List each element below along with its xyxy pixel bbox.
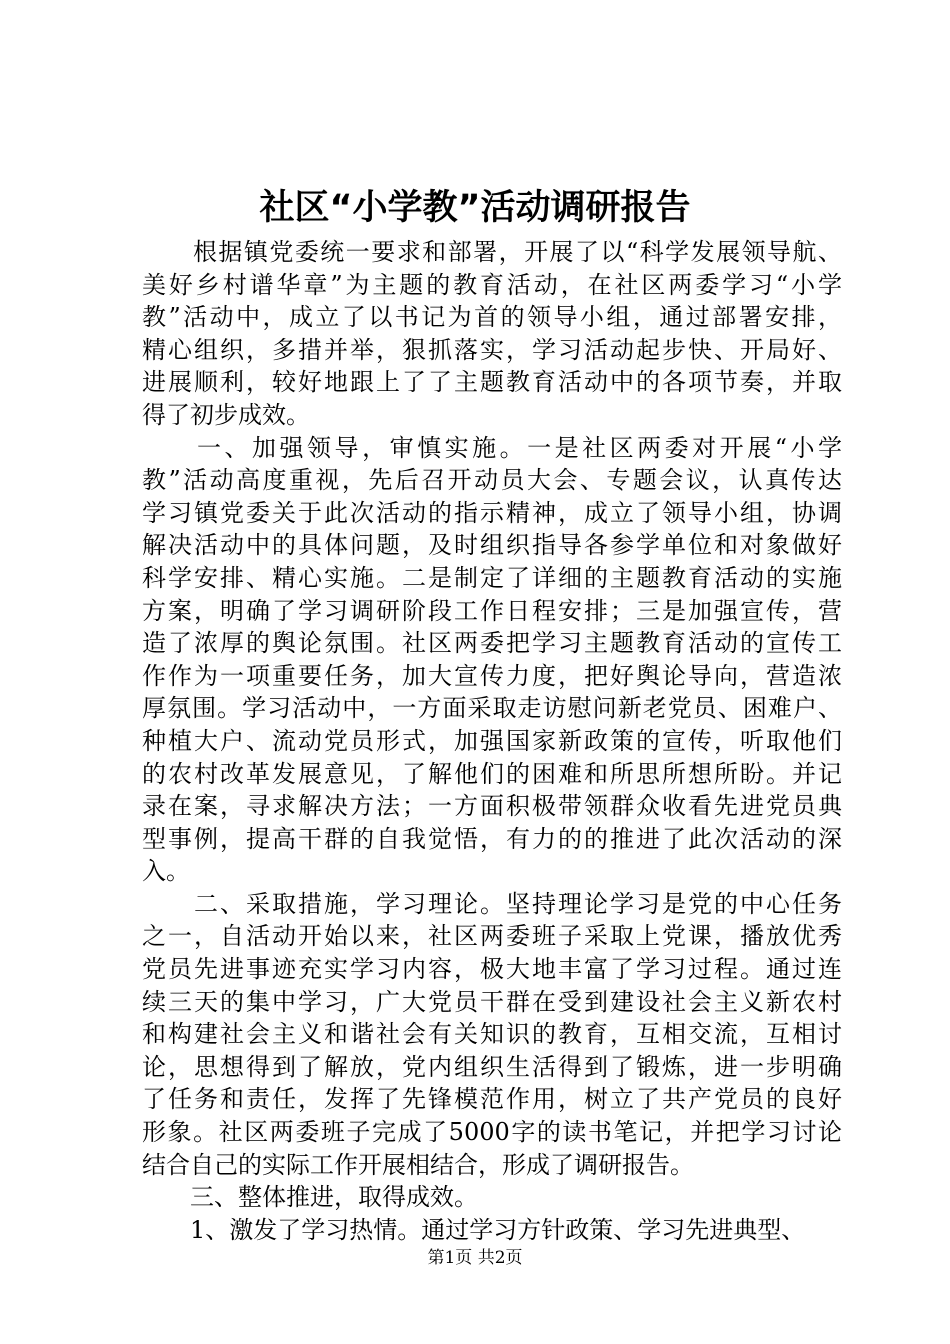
text-line: 精心组织，多措并举，狠抓落实，学习活动起步快、开局好、 <box>142 335 842 364</box>
text-line: 进展顺利，较好地跟上了了主题教育活动中的各项节奏，并取 <box>142 368 842 397</box>
text-line: 录在案，寻求解决方法；一方面积极带领群众收看先进党员典 <box>142 792 842 821</box>
text-line: 党员先进事迹充实学习内容，极大地丰富了学习过程。通过连 <box>142 955 842 984</box>
text-line: 入。 <box>142 857 190 886</box>
text-line: 一、加强领导，审慎实施。一是社区两委对开展“小学 <box>142 433 842 462</box>
text-line: 美好乡村谱华章”为主题的教育活动，在社区两委学习“小学 <box>142 270 842 299</box>
text-line: 二、采取措施，学习理论。坚持理论学习是党的中心任务 <box>142 889 842 918</box>
text-line: 结合自己的实际工作开展相结合，形成了调研报告。 <box>142 1150 694 1179</box>
page-footer: 第1页 共2页 <box>427 1248 523 1268</box>
document-body <box>142 236 842 1246</box>
text-line: 造了浓厚的舆论氛围。社区两委把学习主题教育活动的宣传工 <box>142 629 842 658</box>
text-line: 论，思想得到了解放，党内组织生活得到了锻炼，进一步明确 <box>142 1052 842 1081</box>
text-line: 和构建社会主义和谐社会有关知识的教育，互相交流，互相讨 <box>142 1020 842 1049</box>
text-line: 得了初步成效。 <box>142 400 310 429</box>
text-line: 作作为一项重要任务，加大宣传力度，把好舆论导向，营造浓 <box>142 661 842 690</box>
text-line: 根据镇党委统一要求和部署，开展了以“科学发展领导航、 <box>142 238 842 266</box>
text-line: 厚氛围。学习活动中，一方面采取走访慰问新老党员、困难户、 <box>142 694 842 723</box>
text-line: 教”活动中，成立了以书记为首的领导小组，通过部署安排， <box>142 303 842 332</box>
text-line: 形象。社区两委班子完成了5000字的读书笔记，并把学习讨论 <box>142 1118 842 1147</box>
text-line: 科学安排、精心实施。二是制定了详细的主题教育活动的实施 <box>142 563 842 592</box>
text-line: 的农村改革发展意见，了解他们的困难和所思所想所盼。并记 <box>142 759 842 788</box>
text-line: 之一，自活动开始以来，社区两委班子采取上党课，播放优秀 <box>142 922 842 951</box>
text-line: 三、整体推进，取得成效。 <box>142 1183 478 1212</box>
document-title: 社区“小学教”活动调研报告 <box>259 188 691 228</box>
text-line: 种植大户、流动党员形式，加强国家新政策的宣传，听取他们 <box>142 726 842 755</box>
text-line: 学习镇党委关于此次活动的指示精神，成立了领导小组，协调 <box>142 498 842 527</box>
text-line: 教”活动高度重视，先后召开动员大会、专题会议，认真传达 <box>142 466 842 495</box>
text-line: 1、激发了学习热情。通过学习方针政策、学习先进典型、 <box>142 1215 806 1244</box>
text-line: 续三天的集中学习，广大党员干群在受到建设社会主义新农村 <box>142 987 842 1016</box>
text-line: 型事例，提高干群的自我觉悟，有力的的推进了此次活动的深 <box>142 824 842 853</box>
text-line: 方案，明确了学习调研阶段工作日程安排；三是加强宣传，营 <box>142 596 842 625</box>
text-line: 了任务和责任，发挥了先锋模范作用，树立了共产党员的良好 <box>142 1085 842 1114</box>
text-line: 解决活动中的具体问题，及时组织指导各参学单位和对象做好 <box>142 531 842 560</box>
